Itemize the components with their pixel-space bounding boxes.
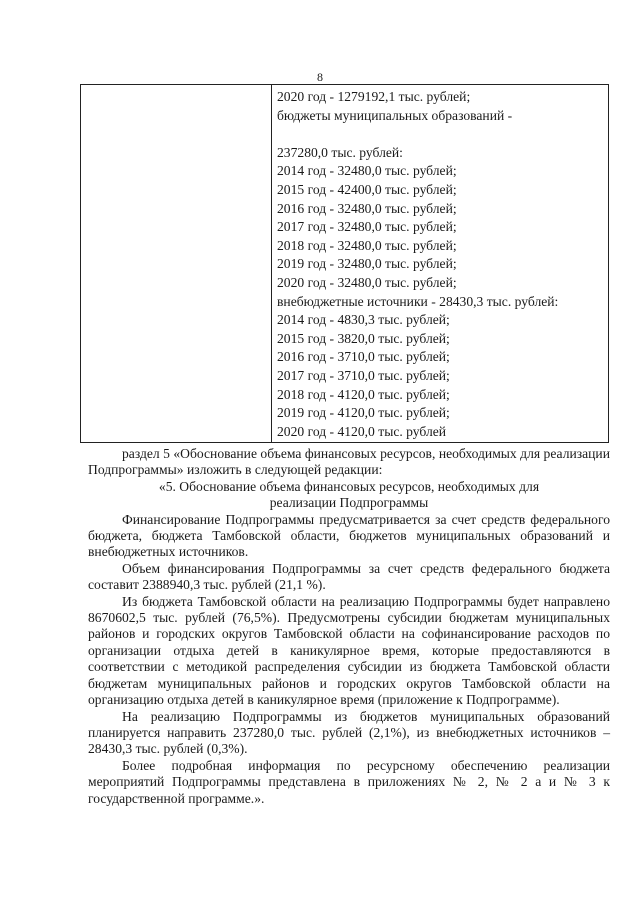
table-line: 2019 год - 4120,0 тыс. рублей;: [277, 405, 450, 421]
table-line: 2016 год - 32480,0 тыс. рублей;: [277, 200, 457, 216]
blank-line: [277, 125, 604, 144]
table-line: 2014 год - 32480,0 тыс. рублей;: [277, 163, 457, 179]
table-line: 2017 год - 3710,0 тыс. рублей;: [277, 367, 450, 383]
table-line: 2015 год - 42400,0 тыс. рублей;: [277, 181, 457, 197]
table-line: 2020 год - 32480,0 тыс. рублей;: [277, 274, 457, 290]
table-cell-label: [81, 85, 272, 443]
table-line: бюджеты муниципальных образований -: [277, 107, 513, 123]
intro-paragraph: раздел 5 «Обоснование объема финансовых ресурсов, необходимых для реализации Подпрограммы» изложить в следующей редакции:: [88, 446, 610, 478]
table-line: внебюджетные источники - 28430,3 тыс. рублей:: [277, 293, 559, 309]
section-heading-line: «5. Обоснование объема финансовых ресурсов, необходимых для: [158, 478, 540, 494]
body-text: [88, 446, 610, 807]
table-line: 2019 год - 32480,0 тыс. рублей;: [277, 256, 457, 272]
table-cell-values: [272, 85, 609, 443]
paragraph: Объем финансирования Подпрограммы за счет средств федерального бюджета составит 2388940,3 тыс. рублей (21,1 %).: [88, 560, 610, 593]
financing-table: [80, 84, 609, 443]
table-line: 2020 год - 4120,0 тыс. рублей: [277, 423, 447, 439]
table-line: 2017 год - 32480,0 тыс. рублей;: [277, 219, 457, 235]
paragraph: Из бюджета Тамбовской области на реализацию Подпрограммы будет направлено 8670602,5 тыс. рублей (76,5%). Предусмотрены субсидии бюджетам муниципальных районов и городских округов Тамбовской области на софинансирование расходов по организации отдыха детей в каникулярное время, которые предоставляются в соответствии с методикой распределения субсидии из бюджета Тамбовской области бюджетам муниципальных районов и городских округов Тамбовской области на организацию отдыха детей в каникулярное время (приложение к Подпрограмме).: [88, 593, 610, 708]
table-line: 237280,0 тыс. рублей:: [277, 144, 403, 160]
paragraph: Более подробная информация по ресурсному обеспечению реализации мероприятий Подпрограммы представлена в приложениях № 2, № 2 а и № 3 к государственной программе.».: [88, 757, 610, 806]
paragraph: На реализацию Подпрограммы из бюджетов муниципальных образований планируется направить 237280,0 тыс. рублей (2,1%), из внебюджетных источников – 28430,3 тыс. рублей (0,3%).: [88, 708, 610, 757]
table-line: 2014 год - 4830,3 тыс. рублей;: [277, 312, 450, 328]
table-line: 2015 год - 3820,0 тыс. рублей;: [277, 330, 450, 346]
paragraph: Финансирование Подпрограммы предусматривается за счет средств федерального бюджета, бюджета Тамбовской области, бюджетов муниципальных образований и внебюджетных источников.: [88, 511, 610, 560]
table-line: 2016 год - 3710,0 тыс. рублей;: [277, 349, 450, 365]
page-number: 8: [317, 70, 323, 84]
table-line: 2018 год - 4120,0 тыс. рублей;: [277, 386, 450, 402]
section-heading-line: реализации Подпрограммы: [269, 495, 429, 511]
table-row: [81, 85, 609, 443]
section-heading: [88, 479, 610, 512]
table-line: 2020 год - 1279192,1 тыс. рублей;: [277, 89, 471, 104]
table-line: 2018 год - 32480,0 тыс. рублей;: [277, 237, 457, 253]
